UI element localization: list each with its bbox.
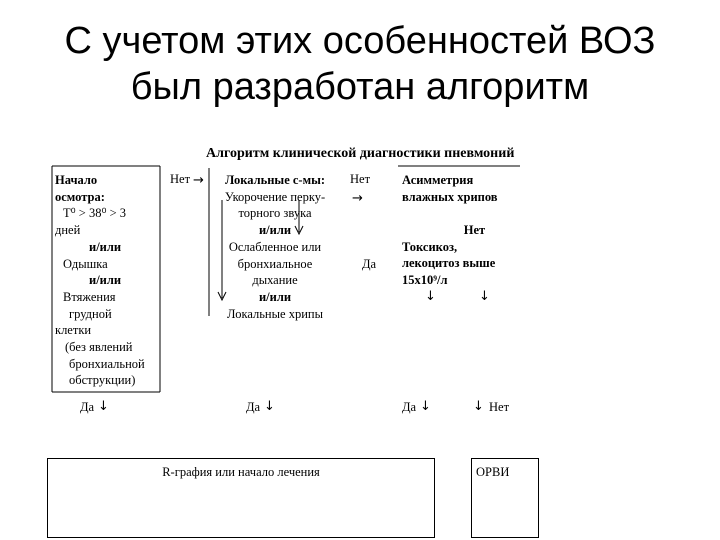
xray-label: R-графия или начало лечения: [162, 465, 320, 479]
start-line: Одышка: [63, 256, 108, 271]
down-arrow-icon: ↓: [420, 399, 431, 414]
local-line: Локальные хрипы: [227, 306, 323, 321]
label-net-1: Нет: [170, 172, 191, 186]
label-da-mid: Да: [362, 257, 377, 271]
asymmetry-criteria: [402, 172, 522, 205]
local-line: Локальные с-мы:: [224, 173, 326, 187]
algorithm-title: Алгоритм клинической диагностики пневмоний: [206, 146, 515, 161]
down-arrow-icon: ↓: [479, 289, 490, 304]
label-da-2: Да: [246, 400, 261, 414]
orvi-box: [471, 458, 539, 538]
start-line: и/или: [89, 239, 122, 254]
local-line: дыхание: [252, 273, 298, 288]
toxicosis-criteria: [402, 222, 507, 289]
down-arrow-icon: ↓: [425, 289, 436, 304]
local-line: Укорочение перку-: [224, 189, 326, 204]
start-line: Втяжения: [63, 289, 116, 304]
start-line: бронхиальной: [69, 356, 145, 371]
asymmetry-line-2: влажных хрипов: [402, 189, 498, 204]
start-line: грудной: [69, 306, 112, 321]
local-line: Ослабленное или: [228, 239, 322, 254]
label-net-bottom: Нет: [489, 400, 510, 414]
right-arrow-icon: →: [352, 191, 363, 206]
local-line: и/или: [258, 223, 292, 238]
start-line: дней: [55, 223, 81, 238]
right-arrow-icon: →: [193, 173, 204, 188]
start-line: и/или: [89, 273, 122, 288]
slide-title-line-2: был разработан алгоритм: [130, 66, 590, 108]
label-net-2: Нет: [350, 172, 371, 186]
local-line: торного звука: [238, 206, 312, 221]
start-line: клетки: [55, 323, 92, 338]
down-arrow-icon: ↓: [473, 399, 484, 414]
start-line: T⁰ > 38⁰ > 3: [63, 206, 127, 221]
asymmetry-line-1: Асимметрия: [402, 173, 474, 187]
start-criteria: [55, 172, 160, 389]
toxicosis-line-2: лекоцитоз выше: [402, 256, 496, 271]
toxicosis-line-3: 15х10⁹/л: [402, 273, 448, 288]
slide-title-line-1: С учетом этих особенностей ВОЗ: [64, 20, 656, 62]
start-line: (без явлений: [65, 340, 133, 355]
toxicosis-line-1: Токсикоз,: [402, 239, 458, 254]
down-arrow-icon: ↓: [98, 399, 109, 414]
label-da-3: Да: [402, 400, 417, 414]
local-line: и/или: [258, 289, 292, 304]
label-da-1: Да: [80, 400, 95, 414]
orvi-label: ОРВИ: [476, 465, 510, 479]
local-signs: [210, 172, 340, 322]
start-heading: Начало: [55, 173, 98, 187]
down-arrow-icon: ↓: [264, 399, 275, 414]
local-line: бронхиальное: [237, 256, 313, 271]
right-net: Нет: [463, 223, 486, 237]
start-line: обструкции): [69, 373, 136, 388]
xray-box: [47, 458, 435, 538]
start-heading-2: осмотра:: [55, 189, 105, 204]
